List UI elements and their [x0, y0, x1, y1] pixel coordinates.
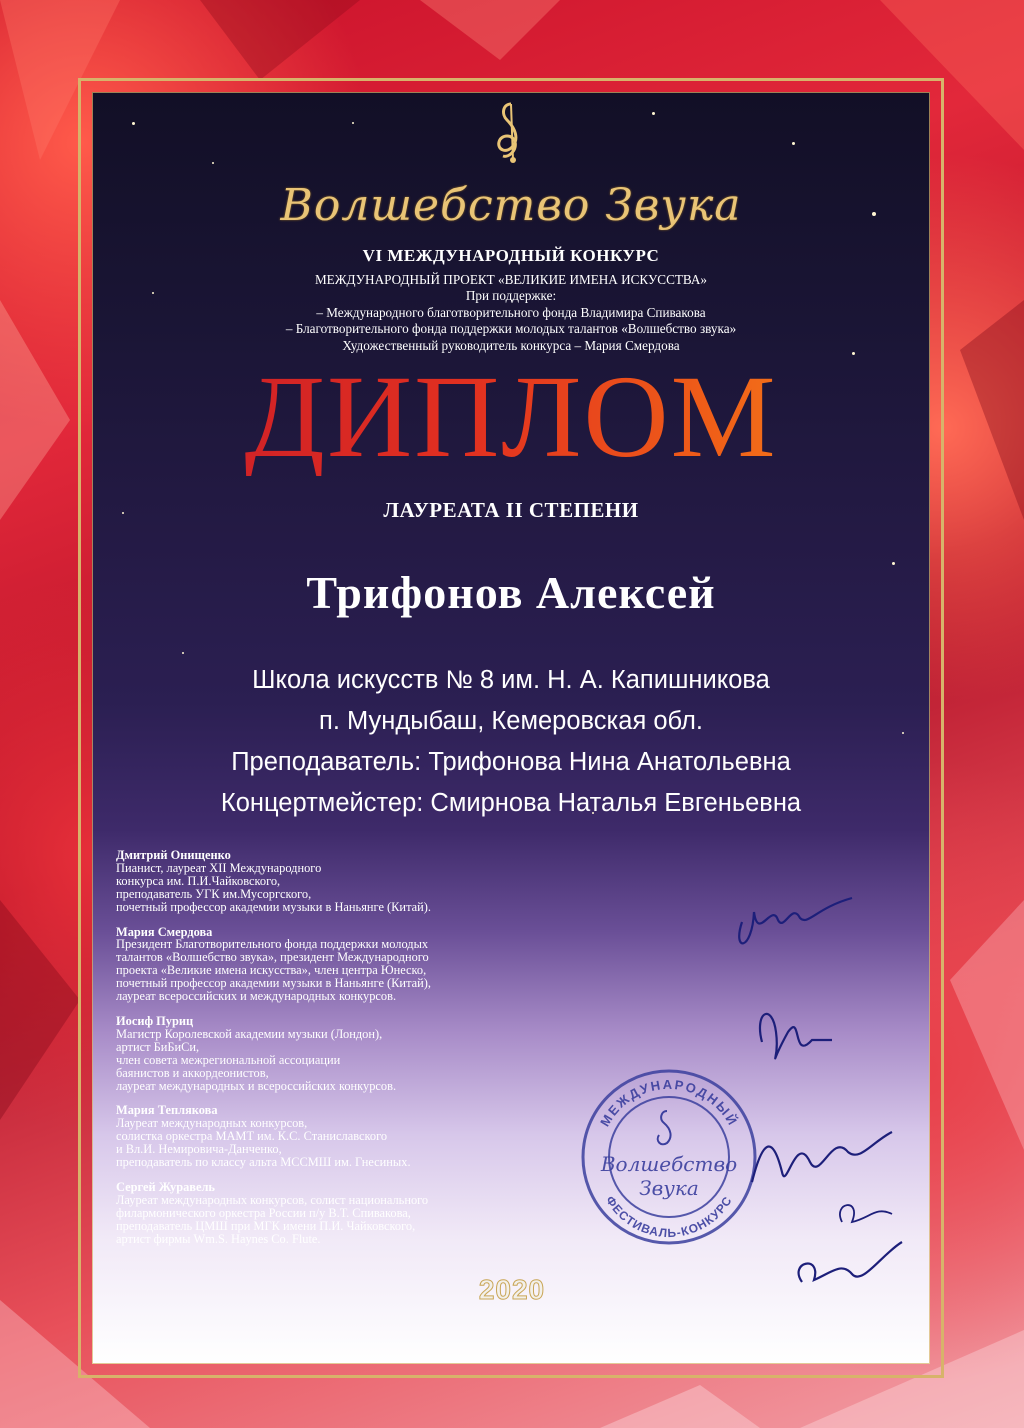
jury-desc: Лауреат международных конкурсов, солистка оркестра МАМТ им. К.С. Станиславского и Вл.И. Немировича-Данченко, преподаватель по классу альта МССМШ им. Гнесиных.: [116, 1116, 411, 1170]
detail-line: Школа искусств № 8 им. Н. А. Капишникова: [252, 666, 770, 694]
signature-zhuravel: [799, 1242, 902, 1282]
stamp-top-text: МЕЖДУНАРОДНЫЙ: [597, 1076, 741, 1130]
jury-list: [116, 849, 576, 1257]
jury-name: Дмитрий Онищенко: [116, 848, 231, 862]
jury-member: [116, 926, 576, 1003]
treble-clef-icon: [485, 98, 537, 164]
brand-title: Волшебство Звука: [280, 180, 742, 231]
support-lines: [92, 272, 930, 354]
signature-smerdova: [760, 1014, 832, 1058]
diploma-panel: [92, 92, 930, 1364]
jury-desc: Магистр Королевской академии музыки (Лондон), артист БиБиСи, член совета межрегиональной ассоциации баянистов и аккордеонистов, лауреат международных и всероссийских конкурсов.: [116, 1026, 397, 1093]
jury-name: Мария Смердова: [116, 924, 213, 939]
jury-desc: Лауреат международных конкурсов, солист национального филармонического оркестра России п/у В.Т. Спивакова, преподаватель ЦМШ при МГК имени П.И. Чайковского, артист фирмы Wm.S. Haynes Co. Flute.: [116, 1192, 429, 1246]
stamp-clef-icon: [658, 1111, 671, 1144]
jury-desc: Пианист, лауреат XII Международного конкурса им. П.И.Чайковского, преподаватель УГК им.Мусоргского, почетный профессор академии музыки в Наньянге (Китай).: [116, 860, 431, 914]
diploma-title: ДИПЛОМ: [92, 358, 930, 476]
support-line: Художественный руководитель конкурса – Мария Смердова: [342, 337, 680, 353]
jury-member: [116, 1104, 576, 1169]
detail-line: п. Мундыбаш, Кемеровская обл.: [319, 707, 703, 735]
jury-desc: Президент Благотворительного фонда поддержки молодых талантов «Волшебство звука», президент Международного проекта «Великие имена искусства», член центра Юнеско, почетный профессор академии музыки в Наньянге (Китай), лауреат всероссийских и международных конкурсов.: [116, 937, 431, 1004]
support-line: – Благотворительного фонда поддержки молодых талантов «Волшебство звука»: [285, 321, 737, 337]
diploma-degree: ЛАУРЕАТА II СТЕПЕНИ: [383, 498, 639, 522]
signature-purits: [752, 1132, 892, 1182]
contest-title: VI МЕЖДУНАРОДНЫЙ КОНКУРС: [362, 246, 660, 265]
signature-teplyakova: [840, 1205, 892, 1222]
jury-member: [116, 1181, 576, 1246]
detail-line: Концертмейстер: Смирнова Наталья Евгеньевна: [220, 789, 802, 817]
jury-name: Мария Теплякова: [116, 1103, 218, 1118]
jury-member: [116, 849, 576, 914]
support-line: МЕЖДУНАРОДНЫЙ ПРОЕКТ «ВЕЛИКИЕ ИМЕНА ИСКУССТВА»: [314, 272, 708, 287]
support-line: – Международного благотворительного фонда Владимира Спивакова: [316, 304, 706, 320]
support-line: При поддержке:: [465, 288, 557, 304]
recipient-details: [92, 660, 930, 824]
stamp-center-line1: Волшебство: [600, 1152, 738, 1176]
jury-signatures: [692, 862, 922, 1302]
stamp-center-line2: Звука: [639, 1176, 699, 1200]
jury-member: [116, 1015, 576, 1092]
stamp-bottom-text: ФЕСТИВАЛЬ-КОНКУРС: [603, 1193, 735, 1241]
recipient-name: Трифонов Алексей: [306, 567, 716, 618]
jury-name: Иосиф Пуриц: [116, 1013, 194, 1028]
year-label: 2020: [478, 1274, 546, 1305]
detail-line: Преподаватель: Трифонова Нина Анатольевна: [231, 748, 791, 776]
signature-onishchenko: [739, 898, 852, 943]
jury-name: Сергей Журавель: [116, 1179, 215, 1194]
